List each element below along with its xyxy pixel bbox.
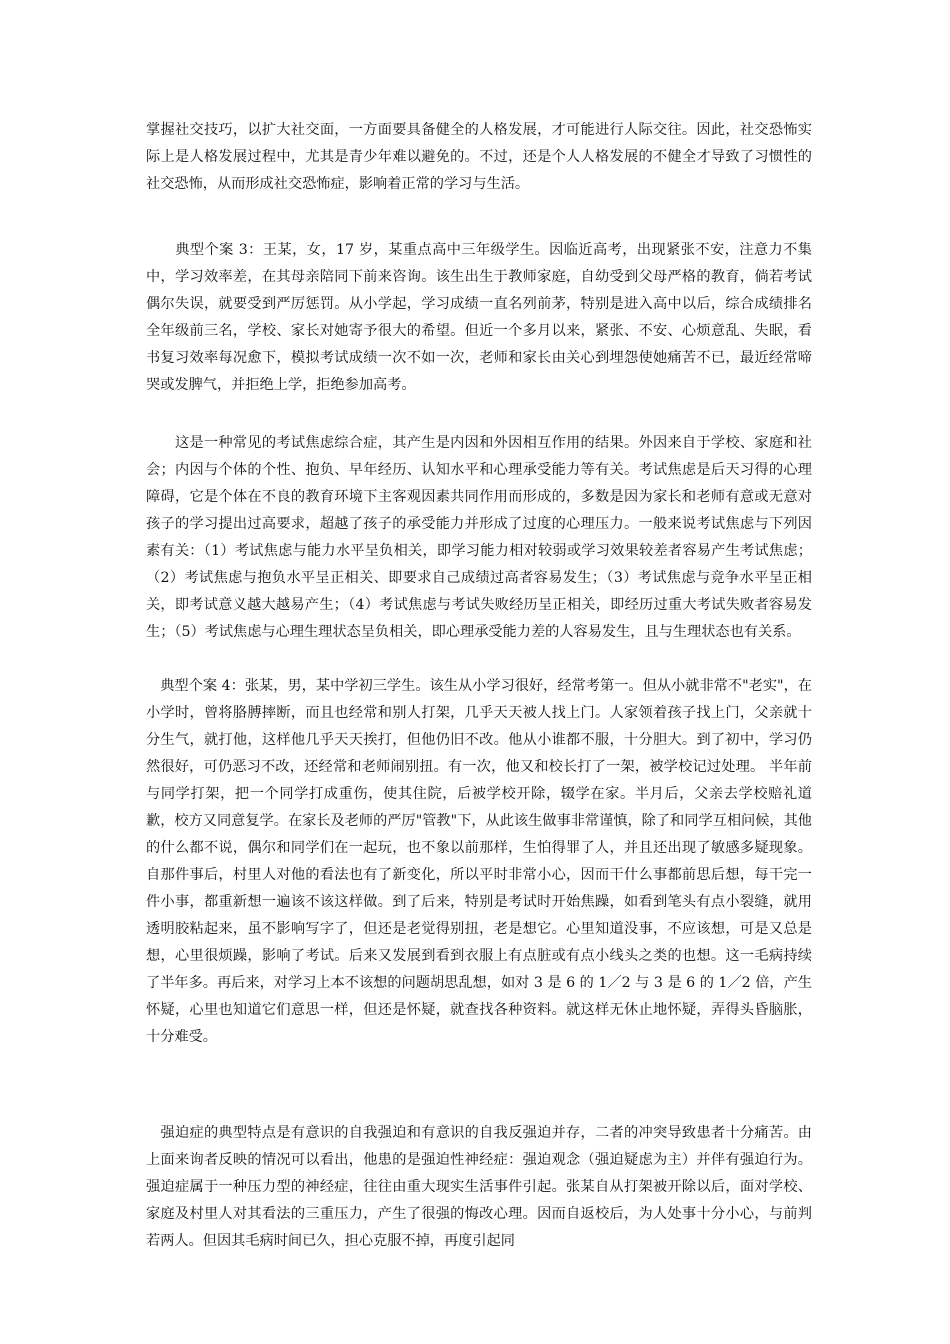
paragraph-social-phobia: 掌握社交技巧，以扩大社交面，一方面要具备健全的人格发展，才可能进行人际交往。因此，社交恐怖实际上是人格发展过程中，尤其是青少年难以避免的。不过，还是个人人格发展的不健全才导致了习惯性的社交恐怖，从而形成社交恐怖症，影响着正常的学习与生活。	[146, 122, 812, 192]
paragraph-case-4: 典型个案 4：张某，男，某中学初三学生。该生从小学习很好，经常考第一。但从小就非常不"老实"，在小学时，曾将胳膊摔断，而且也经常和别人打架，几乎天天被人找上门。人家领着孩子找上门，父亲就十分生气，就打他，这样他几乎天天挨打，但他仍旧不改。他从小谁都不服，十分胆大。到了初中，学习仍然很好，可仍恶习不改，还经常和老师闹别扭。有一次，他又和校长打了一架，被学校记过处理。 半年前与同学打架，把一个同学打成重伤，使其住院，后被学校开除，辍学在家。半月后，父亲去学校赔礼道歉，校方又同意复学。在家长及老师的严厉"管教"下，从此该生做事非常谨慎，除了和同学互相问候，其他的什么都不说，偶尔和同学们在一起玩，也不象以前那样，生怕得罪了人，并且还出现了敏感多疑现象。自那件事后，村里人对他的看法也有了新变化，所以平时非常小心，因而干什么事都前思后想，每干完一件小事，都重新想一遍该不该这样做。到了后来，特别是考试时开始焦躁，如看到笔头有点小裂缝，就用透明胶粘起来，虽不影响写字了，但还是老觉得别扭，老是想它。心里知道没事，不应该想，可是又总是想，心里很烦躁，影响了考试。后来又发展到看到衣服上有点脏或有点小线头之类的也想。这一毛病持续了半年多。再后来，对学习上本不该想的问题胡思乱想，如对 3 是 6 的 1／2 与 3 是 6 的 1／2 倍，产生怀疑，心里也知道它们意思一样，但还是怀疑，就查找各种资料。就这样无休止地怀疑，弄得头昏脑胀，十分难受。	[146, 678, 812, 1045]
paragraph-ocd: 强迫症的典型特点是有意识的自我强迫和有意识的自我反强迫并存，二者的冲突导致患者十分痛苦。由上面来询者反映的情况可以看出，他患的是强迫性神经症：强迫观念（强迫疑虑为主）并伴有强迫行为。强迫症属于一种压力型的神经症，往往由重大现实生活事件引起。张某自从打架被开除以后，面对学校、家庭及村里人对其看法的三重压力，产生了很强的悔改心理。因而自返校后，为人处事十分小心，与前判若两人。但因其毛病时间已久，担心克服不掉，再度引起同	[146, 1125, 812, 1249]
paragraph-exam-anxiety: 这是一种常见的考试焦虑综合症，其产生是内因和外因相互作用的结果。外因来自于学校、家庭和社会；内因与个体的个性、抱负、早年经历、认知水平和心理承受能力等有关。考试焦虑是后天习得的心理障碍，它是个体在不良的教育环境下主客观因素共同作用而形成的，多数是因为家长和老师有意或无意对孩子的学习提出过高要求，超越了孩子的承受能力并形成了过度的心理压力。一般来说考试焦虑与下列因素有关：（1）考试焦虑与能力水平呈负相关，即学习能力相对较弱或学习效果较差者容易产生考试焦虑；（2）考试焦虑与抱负水平呈正相关、即要求自己成绩过高者容易发生；（3）考试焦虑与竞争水平呈正相关，即考试意义越大越易产生；（4）考试焦虑与考试失败经历呈正相关，即经历过重大考试失败者容易发生；（5）考试焦虑与心理生理状态呈负相关，即心理承受能力差的人容易发生，且与生理状态也有关系。	[146, 435, 812, 640]
paragraph-case-3: 典型个案 3：王某，女，17 岁，某重点高中三年级学生。因临近高考，出现紧张不安，注意力不集中，学习效率差，在其母亲陪同下前来咨询。该生出生于教师家庭，自幼受到父母严格的教育，倘若考试偶尔失误，就要受到严厉惩罚。从小学起，学习成绩一直名列前茅，特别是进入高中以后，综合成绩排名全年级前三名，学校、家长对她寄予很大的希望。但近一个多月以来，紧张、不安、心烦意乱、失眠，看书复习效率每况愈下，模拟考试成绩一次不如一次，老师和家长由关心到埋怨使她痛苦不已，最近经常啼哭或发脾气，并拒绝上学，拒绝参加高考。	[146, 242, 812, 393]
